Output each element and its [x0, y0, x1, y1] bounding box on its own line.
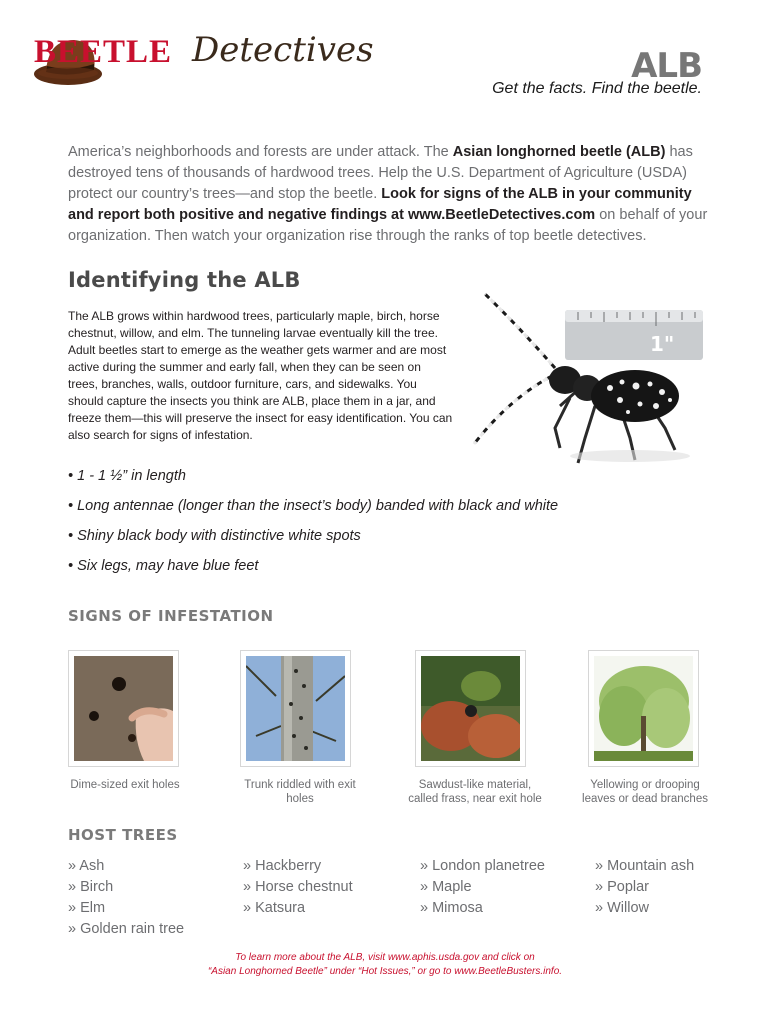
host-tree-item: » Katsura: [243, 900, 306, 916]
host-tree-column: [68, 856, 184, 940]
trait-item: • Long antennae (longer than the insect’s body) banded with black and white: [68, 498, 559, 514]
beetle-with-ruler-image: [460, 288, 710, 478]
intro-paragraph: [68, 142, 708, 247]
logo-beetle-text: BEETLE: [34, 34, 173, 70]
host-tree-item: » Golden rain tree: [68, 921, 185, 937]
signs-heading: SIGNS OF INFESTATION: [68, 607, 274, 625]
host-tree-item: » Willow: [595, 900, 649, 916]
host-tree-column: [420, 856, 545, 919]
intro-text-2: has destroyed tens of thousands of hardwood trees. Help the U.S. Department of Agriculture (USDA) protect our country’s trees—and stop the beetle.: [68, 144, 693, 202]
intro-text-1: America’s neighborhoods and forests are under attack. The: [68, 144, 453, 160]
footer-note: [0, 951, 770, 979]
ruler-label: 1": [650, 332, 675, 356]
trait-list: [68, 466, 558, 586]
alb-title: ALB: [631, 46, 702, 86]
riddled-trunk-photo-icon: [246, 656, 345, 761]
host-tree-item: » Maple: [420, 879, 472, 895]
host-tree-item: » Mimosa: [420, 900, 483, 916]
photo-exit-holes: [68, 650, 179, 767]
host-tree-item: » Birch: [68, 879, 114, 895]
footer-line-2: “Asian Longhorned Beetle” under “Hot Issues,” or go to www.BeetleBusters.info.: [207, 966, 563, 977]
identify-body: The ALB grows within hardwood trees, particularly maple, birch, horse chestnut, willow, and elm. The tunneling larvae eventually kill the tree. Adult beetles start to emerge as the weather gets warmer and are most active during the summer and early fall, when they can be seen on trees, branches, walls, outdoor furniture, cars, and sidewalks. You should capture the insects you think are ALB, place them in a jar, and freeze them—this will preserve the insect for easy identification. You can also search for signs of infestation.: [68, 309, 453, 442]
host-tree-item: » Ash: [68, 858, 105, 874]
exit-holes-photo-icon: [74, 656, 173, 761]
host-tree-item: » Elm: [68, 900, 106, 916]
intro-bold-2: Look for signs of the ALB in your community and report both positive and negative findings at www.BeetleDetectives.com: [68, 186, 692, 223]
host-tree-item: » London planetree: [420, 858, 545, 874]
photo-riddled-trunk: [240, 650, 351, 767]
host-tree-item: » Poplar: [595, 879, 650, 895]
intro-bold-1: Asian longhorned beetle (ALB): [452, 144, 666, 160]
sign-caption: Yellowing or drooping leaves or dead branches: [582, 779, 708, 805]
host-tree-column: [243, 856, 353, 919]
host-tree-item: » Mountain ash: [595, 858, 695, 874]
host-tree-item: » Horse chestnut: [243, 879, 353, 895]
intro-text-3: on behalf of your organization. Then watch your organization rise through the ranks of top beetle detectives.: [68, 207, 708, 244]
frass-photo-icon: [421, 656, 520, 761]
tagline: Get the facts. Find the beetle.: [492, 80, 702, 97]
ruler-icon: [565, 310, 703, 360]
footer-line-1: To learn more about the ALB, visit www.aphis.usda.gov and click on: [235, 952, 535, 963]
photo-frass: [415, 650, 526, 767]
trait-item: • Shiny black body with distinctive white spots: [68, 528, 361, 544]
sign-caption: Trunk riddled with exit holes: [244, 779, 356, 805]
drooping-leaves-photo-icon: [594, 656, 693, 761]
photo-drooping-leaves: [588, 650, 699, 767]
trait-item: • Six legs, may have blue feet: [68, 558, 259, 574]
sign-caption: Sawdust-like material, called frass, near exit hole: [408, 779, 542, 805]
host-trees-heading: HOST TREES: [68, 826, 178, 844]
identify-heading: Identifying the ALB: [68, 268, 301, 292]
host-tree-column: [595, 856, 694, 919]
sign-caption: Dime-sized exit holes: [70, 779, 180, 791]
host-tree-item: » Hackberry: [243, 858, 322, 874]
trait-item: • 1 - 1 ½” in length: [68, 468, 186, 484]
logo-detectives-text: Detectives: [192, 30, 374, 70]
